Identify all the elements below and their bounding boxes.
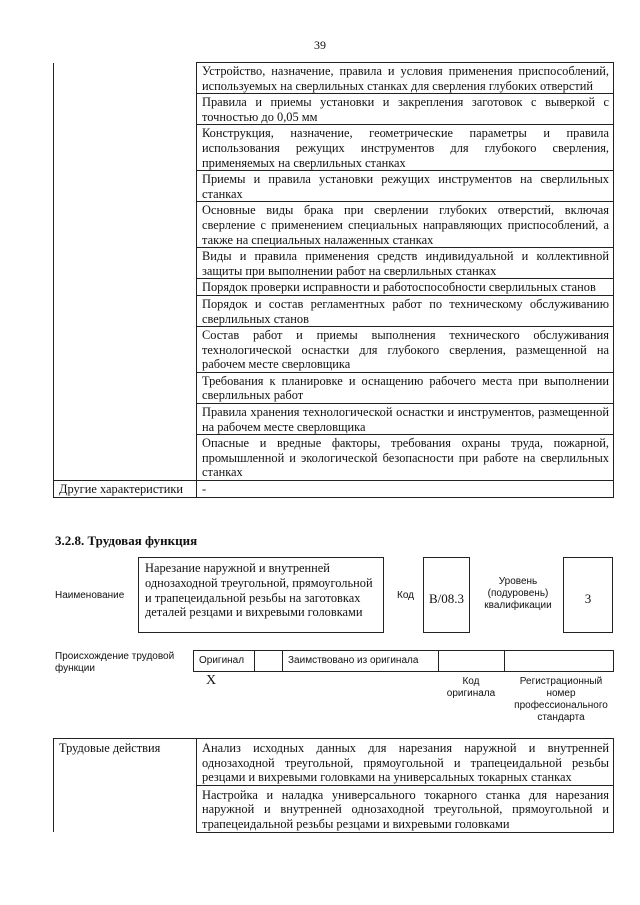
section-title: 3.2.8. Трудовая функция	[55, 533, 198, 548]
page-number: 39	[314, 38, 326, 52]
table-cell: Правила и приемы установки и закрепления заготовок с выверкой с точностью до 0,05 мм	[197, 94, 614, 125]
table-cell: Конструкция, назначение, геометрические параметры и правила использования режущих инструментов для глубокого сверления, применяемых на сверлильных станках	[197, 125, 614, 171]
labor-actions-label: Трудовые действия	[54, 739, 197, 833]
code-original-cell	[438, 650, 505, 672]
empty-left-cell	[54, 63, 197, 481]
other-characteristics-label: Другие характеристики	[54, 481, 197, 498]
table-cell: Виды и правила применения средств индивидуальной и коллективной защиты при выполнении работ на сверлильных станках	[197, 248, 614, 279]
reg-number-cell	[504, 650, 614, 672]
borrowed-cell: Заимствовано из оригинала	[282, 650, 439, 672]
function-code-box: B/08.3	[423, 557, 470, 633]
table-cell: Состав работ и приемы выполнения технического обслуживания технологической оснастки для глубокого сверления, размещенной на рабочем месте сверловщика	[197, 327, 614, 373]
labor-actions-table	[53, 738, 614, 833]
table-row	[54, 739, 614, 786]
qualification-level-box: 3	[563, 557, 613, 633]
original-mark: X	[206, 673, 217, 688]
other-characteristics-value: -	[197, 481, 614, 498]
code-label: Код	[397, 590, 415, 601]
code-original-caption: Код оригинала	[446, 676, 496, 699]
table-cell: Требования к планировке и оснащению рабочего места при выполнении сверлильных работ	[197, 372, 614, 403]
reg-number-caption: Регистрационный номер профессионального стандарта	[514, 676, 608, 723]
table-cell: Настройка и наладка универсального токарного станка для нарезания наружной и внутренней однозаходной треугольной, прямоугольной и трапецеидальной резьбы резцами и вихревыми головками	[197, 785, 614, 832]
table-cell: Основные виды брака при сверлении глубоких отверстий, включая сверление с применением специальных направляющих приспособлений, а также на специальных налаженных станках	[197, 202, 614, 248]
name-label: Наименование	[55, 590, 125, 601]
table-cell: Порядок и состав регламентных работ по техническому обслуживанию сверлильных станов	[197, 295, 614, 326]
function-name-box: Нарезание наружной и внутренней однозаходной треугольной, прямоугольной и трапецеидальной резьбы на заготовках деталей резцами и вихревыми головками	[138, 557, 384, 633]
table-cell: Правила хранения технологической оснастки и инструментов, размещенной на рабочем месте сверловщика	[197, 404, 614, 435]
table-cell: Приемы и правила установки режущих инструментов на сверлильных станках	[197, 171, 614, 202]
origin-label: Происхождение трудовой функции	[55, 651, 175, 674]
table-cell: Устройство, назначение, правила и условия применения приспособлений, используемых на сверлильных станках для сверления глубоких отверстий	[197, 63, 614, 94]
table-row	[54, 481, 614, 498]
original-cell	[193, 650, 255, 688]
qualification-level-label: Уровень (подуровень) квалификации	[484, 576, 552, 611]
original-label: Оригинал	[199, 655, 245, 666]
table-cell: Анализ исходных данных для нарезания наружной и внутренней однозаходной треугольной, прямоугольной и трапецеидальной резьбы резцами и вихревыми головками на универсальных токарных станках	[197, 739, 614, 786]
mark-cell	[254, 650, 283, 672]
knowledge-table	[53, 62, 614, 498]
table-cell: Порядок проверки исправности и работоспособности сверлильных станов	[197, 279, 614, 296]
table-row	[54, 63, 614, 94]
table-cell: Опасные и вредные факторы, требования охраны труда, пожарной, промышленной и экологической безопасности при работе на сверлильных станках	[197, 435, 614, 481]
